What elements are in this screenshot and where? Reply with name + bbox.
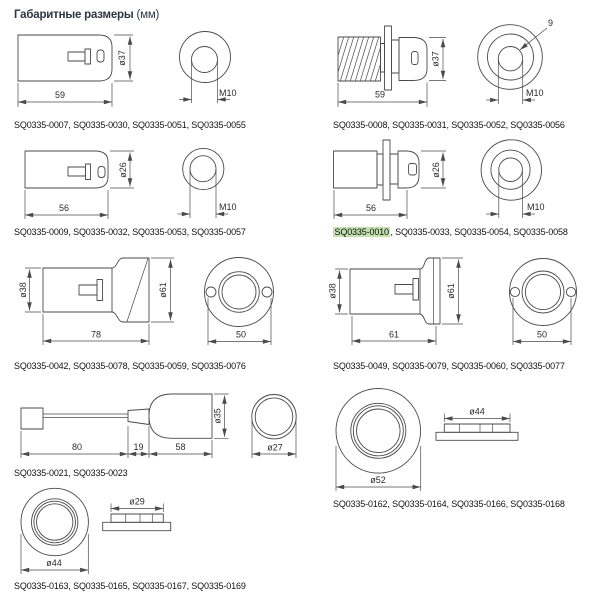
- fig9-flange-diameter-label: ø29: [129, 496, 145, 507]
- caption-fig4-highlighted-part: SQ0335-0010: [334, 227, 389, 237]
- fig4-side-view: [334, 140, 420, 200]
- fig5-length-dim: [43, 314, 149, 345]
- fig5-length-label: 78: [90, 329, 102, 340]
- fig5-face-width-label: 50: [235, 329, 247, 340]
- caption-fig8: SQ0335-0162, SQ0335-0164, SQ0335-0166, SQ0335-0168: [333, 499, 565, 509]
- fig4-thread-dim: [486, 171, 545, 218]
- page-title-text: Габаритные размеры: [14, 9, 134, 21]
- fig7-body-diameter-label: ø35: [212, 408, 223, 424]
- fig3-thread-label: M10: [219, 202, 237, 212]
- fig9-flange-side-view: [103, 514, 171, 531]
- fig7-neck-length-label: 19: [133, 442, 144, 452]
- fig7-face-diameter-label: ø27: [267, 442, 283, 453]
- fig6-face-view: [510, 259, 577, 326]
- fig5-face-view: [205, 258, 274, 327]
- fig8-ring-diameter-label: ø52: [370, 475, 386, 485]
- page-title-unit: (мм): [136, 9, 160, 21]
- fig5-body-diameter-label: ø38: [18, 282, 28, 298]
- fig5-face-width-dim: [208, 298, 271, 345]
- fig7-body-diameter-dim: [213, 394, 229, 438]
- fig7-body-length-label: 58: [175, 442, 186, 452]
- fig2-callout-dim: [520, 18, 553, 50]
- caption-fig5: SQ0335-0042, SQ0335-0078, SQ0335-0059, SQ0335-0076: [14, 361, 246, 371]
- fig2-face-view: [478, 25, 543, 90]
- fig6-body-diameter-label: ø38: [327, 283, 338, 299]
- fig1-side-view: [18, 35, 112, 81]
- caption-fig6: SQ0335-0049, SQ0335-0079, SQ0335-0060, SQ0335-0077: [333, 361, 565, 371]
- fig7-side-view: [21, 394, 212, 438]
- fig1-length-label: 59: [54, 90, 66, 100]
- caption-fig4-rest: , SQ0335-0033, SQ0335-0054, SQ0335-0058: [390, 227, 568, 237]
- fig2-diameter-label: ø37: [430, 51, 441, 67]
- fig9-flange-diameter-dim: [111, 497, 163, 513]
- fig4-face-view: [481, 140, 541, 200]
- fig6-side-view: [350, 258, 440, 324]
- fig6-body-diameter-dim: [328, 269, 349, 314]
- fig4-diameter-dim: [421, 151, 446, 188]
- fig3-diameter-label: ø26: [118, 162, 128, 178]
- fig9-face-view: [21, 488, 88, 555]
- fig7-length-dims: [21, 426, 212, 458]
- fig2-callout-label: 9: [548, 18, 554, 28]
- fig5-side-view: [43, 258, 149, 322]
- fig8-face-view: [336, 389, 421, 474]
- fig3-length-dim: [25, 190, 108, 219]
- fig4-thread-label: M10: [527, 202, 545, 212]
- fig3-side-view: [25, 151, 108, 188]
- fig5-bell-diameter-label: ø61: [158, 282, 168, 298]
- caption-fig2: SQ0335-0008, SQ0335-0031, SQ0335-0052, SQ0335-0056: [333, 120, 565, 130]
- caption-fig4: [333, 227, 568, 238]
- fig2-thread-label: M10: [526, 88, 544, 98]
- fig7-cord-length-label: 80: [71, 442, 83, 452]
- fig6-length-label: 61: [388, 329, 400, 340]
- fig2-length-label: 59: [374, 89, 386, 100]
- fig6-face-width-label: 50: [536, 329, 548, 340]
- fig2-side-view: [330, 26, 427, 90]
- fig8-flange-diameter-label: ø44: [469, 406, 485, 417]
- fig5-bell-diameter-dim: [151, 258, 174, 322]
- fig1-length-dim: [18, 83, 112, 107]
- fig3-face-view: [183, 148, 224, 189]
- fig5-body-diameter-dim: [18, 268, 41, 312]
- fig3-thread-dim: [178, 170, 237, 218]
- fig2-thread-dim: [486, 61, 544, 104]
- fig8-flange-diameter-dim: [444, 407, 510, 423]
- fig2-diameter-dim: [429, 38, 446, 81]
- caption-fig3: SQ0335-0009, SQ0335-0032, SQ0335-0053, SQ0335-0057: [14, 227, 246, 237]
- fig7-face-view: [252, 395, 296, 439]
- fig9-ring-diameter-label: ø44: [46, 558, 62, 568]
- fig8-flange-side-view: [436, 424, 518, 440]
- fig4-diameter-label: ø26: [431, 162, 441, 178]
- fig2-length-dim: [338, 83, 427, 108]
- fig6-face-width-dim: [513, 298, 571, 345]
- caption-fig7: SQ0335-0021, SQ0335-0023: [14, 468, 128, 478]
- fig6-bell-diameter-label: ø61: [446, 283, 456, 299]
- fig1-thread-label: M10: [219, 88, 237, 98]
- caption-fig1: SQ0335-0007, SQ0335-0030, SQ0335-0051, SQ0335-0055: [14, 120, 246, 130]
- fig3-diameter-dim: [110, 151, 134, 188]
- caption-fig9: SQ0335-0163, SQ0335-0165, SQ0335-0167, SQ0335-0169: [14, 581, 246, 591]
- fig4-length-label: 56: [365, 203, 377, 213]
- fig1-diameter-dim: [114, 35, 133, 81]
- fig1-diameter-label: ø37: [117, 50, 127, 66]
- fig6-bell-diameter-dim: [442, 258, 463, 324]
- fig6-length-dim: [352, 316, 436, 345]
- fig1-face-view: [180, 32, 231, 83]
- fig3-length-label: 56: [58, 203, 70, 213]
- fig4-length-dim: [334, 190, 407, 219]
